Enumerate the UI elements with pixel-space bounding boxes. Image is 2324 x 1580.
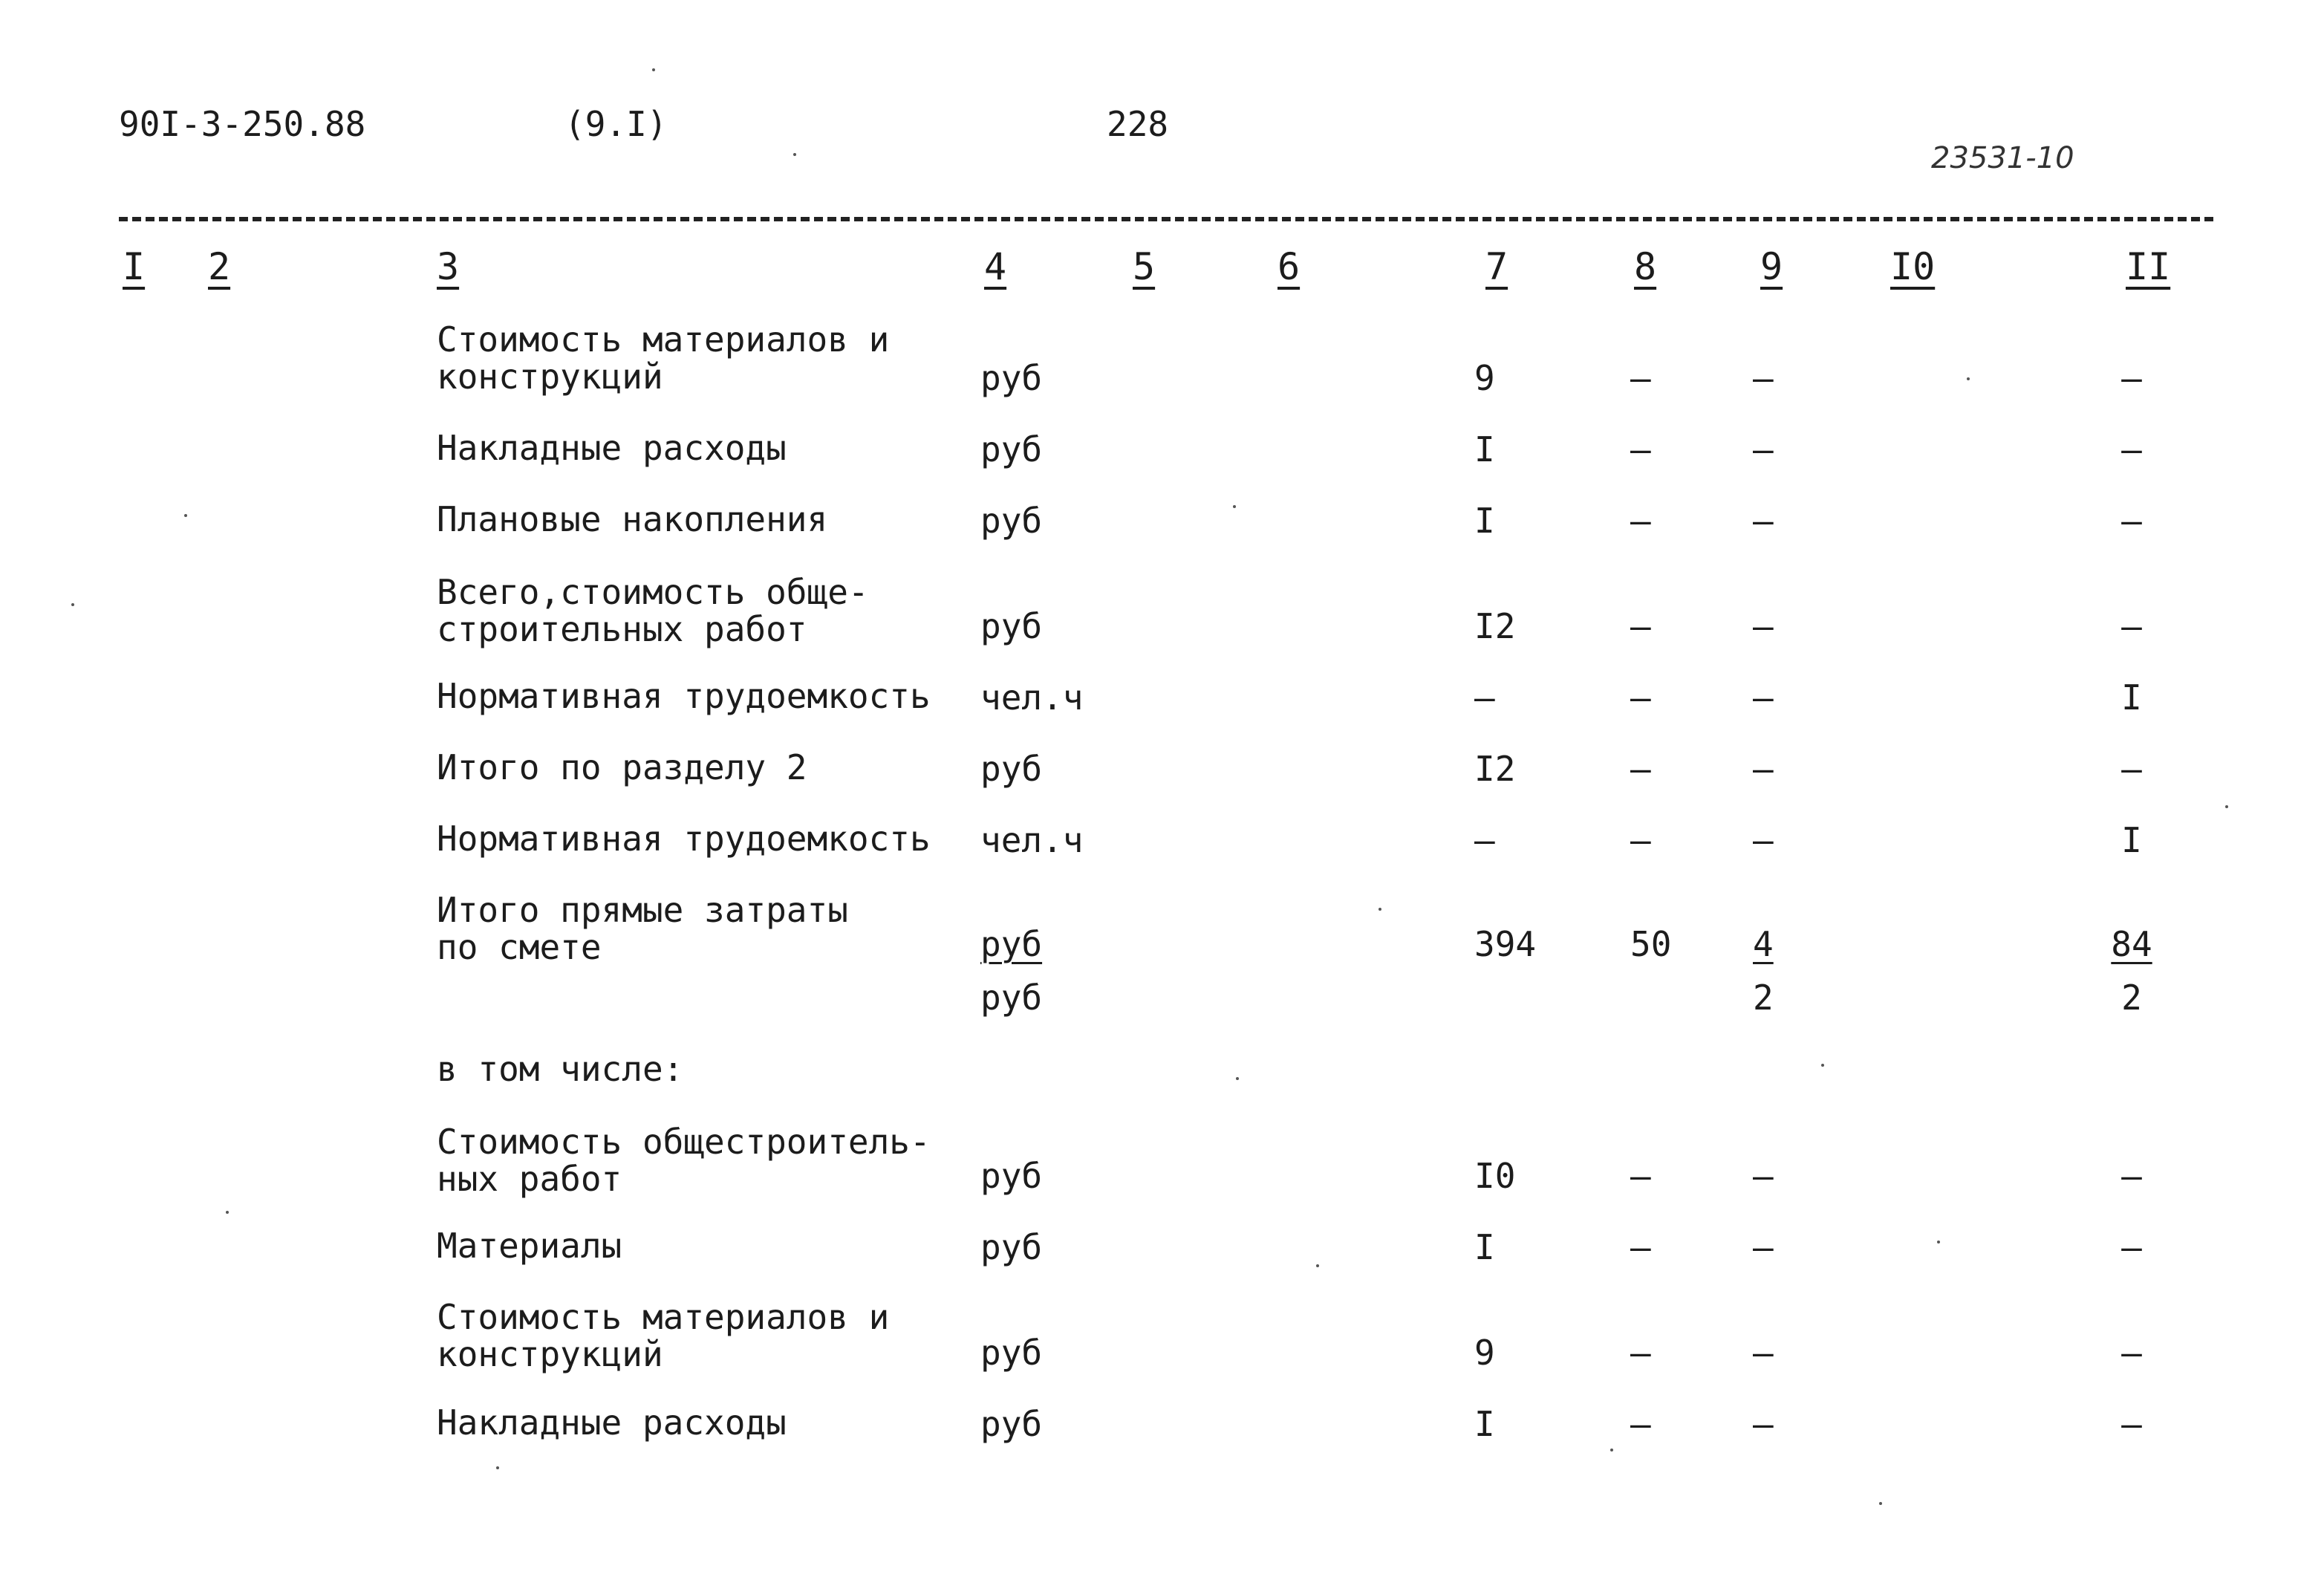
table-cell-col11: 2 <box>2121 978 2142 1018</box>
table-cell-col9: – <box>1753 1227 1774 1267</box>
scan-speck <box>496 1466 499 1469</box>
table-row-unit: руб <box>980 429 1043 469</box>
table-row-description: Стоимость материалов и конструкций <box>437 319 890 397</box>
scan-speck <box>2225 805 2228 808</box>
table-cell-col9: – <box>1753 606 1774 646</box>
table-cell-col7: 9 <box>1474 358 1495 398</box>
column-header-11: II <box>2126 245 2171 288</box>
table-row-description: Итого прямые затраты по смете <box>437 890 848 967</box>
table-row-unit: руб <box>980 606 1043 646</box>
table-cell-col8: – <box>1630 501 1651 541</box>
scan-speck <box>1236 1077 1239 1080</box>
table-row-unit: руб <box>980 978 1043 1018</box>
table-cell-col9: – <box>1753 429 1774 469</box>
table-cell-col9: – <box>1753 677 1774 718</box>
column-header-8: 8 <box>1634 245 1657 288</box>
table-cell-col7: I <box>1474 501 1495 541</box>
table-cell-col8: – <box>1630 429 1651 469</box>
scan-speck <box>652 68 655 71</box>
table-row-description: Накладные расходы <box>437 1402 787 1443</box>
table-cell-col9: – <box>1753 1404 1774 1444</box>
table-row-description: Плановые накопления <box>437 499 828 539</box>
document-code: 90I-3-250.88 <box>119 104 366 144</box>
table-row-unit: руб <box>980 924 1043 964</box>
table-cell-col11: – <box>2121 501 2142 541</box>
column-header-7: 7 <box>1485 245 1508 288</box>
scan-speck <box>1821 1064 1824 1067</box>
table-row-description: Всего,стоимость обще- строительных работ <box>437 572 869 649</box>
column-header-3: 3 <box>437 245 460 288</box>
table-cell-col9: – <box>1753 1333 1774 1373</box>
table-cell-col7: I2 <box>1474 606 1516 646</box>
table-cell-col7: – <box>1474 677 1495 718</box>
section-number: (9.I) <box>564 104 668 144</box>
table-cell-col11: 84 <box>2111 924 2152 964</box>
scan-speck <box>1879 1502 1882 1505</box>
column-header-5: 5 <box>1133 245 1156 288</box>
scan-speck <box>1379 908 1381 911</box>
table-cell-col9: – <box>1753 358 1774 398</box>
table-cell-col11: – <box>2121 1333 2142 1373</box>
table-cell-col11: – <box>2121 749 2142 789</box>
table-cell-col11: – <box>2121 358 2142 398</box>
table-cell-col9: – <box>1753 749 1774 789</box>
column-header-2: 2 <box>208 245 231 288</box>
scan-speck <box>226 1211 229 1214</box>
table-cell-col9: – <box>1753 1156 1774 1196</box>
table-cell-col11: – <box>2121 1227 2142 1267</box>
table-row-description: Нормативная трудоемкость <box>437 676 931 716</box>
table-row-unit: руб <box>980 1404 1043 1444</box>
table-row-description: Стоимость материалов и конструкций <box>437 1297 890 1374</box>
column-header-4: 4 <box>984 245 1007 288</box>
scan-speck <box>1233 505 1236 508</box>
scan-speck <box>1937 1241 1940 1243</box>
scan-speck <box>184 514 187 517</box>
scan-speck <box>1610 1449 1613 1451</box>
column-header-9: 9 <box>1760 245 1783 288</box>
table-cell-col8: – <box>1630 820 1651 860</box>
table-cell-col9: – <box>1753 820 1774 860</box>
table-cell-col8: – <box>1630 749 1651 789</box>
column-header-10: I0 <box>1890 245 1936 288</box>
table-cell-col9: 4 <box>1753 924 1774 964</box>
table-cell-col7: I <box>1474 429 1495 469</box>
table-row-unit: руб <box>980 1227 1043 1267</box>
table-cell-col11: I <box>2121 677 2142 718</box>
table-row-unit: чел.ч <box>980 677 1084 718</box>
table-cell-col11: – <box>2121 606 2142 646</box>
page-number: 228 <box>1107 104 1169 144</box>
table-row-unit: чел.ч <box>980 820 1084 860</box>
table-cell-col11: – <box>2121 429 2142 469</box>
table-cell-col7: I2 <box>1474 749 1516 789</box>
table-row-description: в том числе: <box>437 1049 684 1089</box>
table-cell-col8: – <box>1630 1404 1651 1444</box>
table-row-description: Материалы <box>437 1226 622 1266</box>
scan-speck <box>793 153 796 156</box>
scan-speck <box>1316 1264 1319 1267</box>
column-header-1: I <box>123 245 146 288</box>
table-cell-col8: – <box>1630 1227 1651 1267</box>
scan-speck <box>71 603 74 606</box>
table-row-description: Итого по разделу 2 <box>437 747 807 787</box>
table-cell-col7: – <box>1474 820 1495 860</box>
table-cell-col7: 9 <box>1474 1333 1495 1373</box>
scan-speck <box>1967 377 1970 380</box>
table-row-description: Стоимость общестроитель- ных работ <box>437 1122 931 1199</box>
table-cell-col7: 394 <box>1474 924 1537 964</box>
table-cell-col7: I <box>1474 1404 1495 1444</box>
table-row-description: Накладные расходы <box>437 428 787 468</box>
table-cell-col11: – <box>2121 1156 2142 1196</box>
table-cell-col9: – <box>1753 501 1774 541</box>
table-row-unit: руб <box>980 749 1043 789</box>
table-cell-col8: – <box>1630 606 1651 646</box>
table-cell-col8: – <box>1630 1333 1651 1373</box>
table-row-unit: руб <box>980 1333 1043 1373</box>
handwritten-note: 23531-10 <box>1931 141 2074 175</box>
table-cell-col7: I <box>1474 1227 1495 1267</box>
table-row-unit: руб <box>980 501 1043 541</box>
table-cell-col8: – <box>1630 358 1651 398</box>
table-cell-col8: – <box>1630 1156 1651 1196</box>
table-cell-col11: I <box>2121 820 2142 860</box>
table-cell-col8: – <box>1630 677 1651 718</box>
table-cell-col8: 50 <box>1630 924 1672 964</box>
dashed-rule <box>119 217 2213 221</box>
table-cell-col7: I0 <box>1474 1156 1516 1196</box>
table-row-unit: руб <box>980 358 1043 398</box>
table-row-description: Нормативная трудоемкость <box>437 819 931 859</box>
table-cell-col11: – <box>2121 1404 2142 1444</box>
table-row-unit: руб <box>980 1156 1043 1196</box>
table-cell-col9: 2 <box>1753 978 1774 1018</box>
column-header-6: 6 <box>1277 245 1301 288</box>
